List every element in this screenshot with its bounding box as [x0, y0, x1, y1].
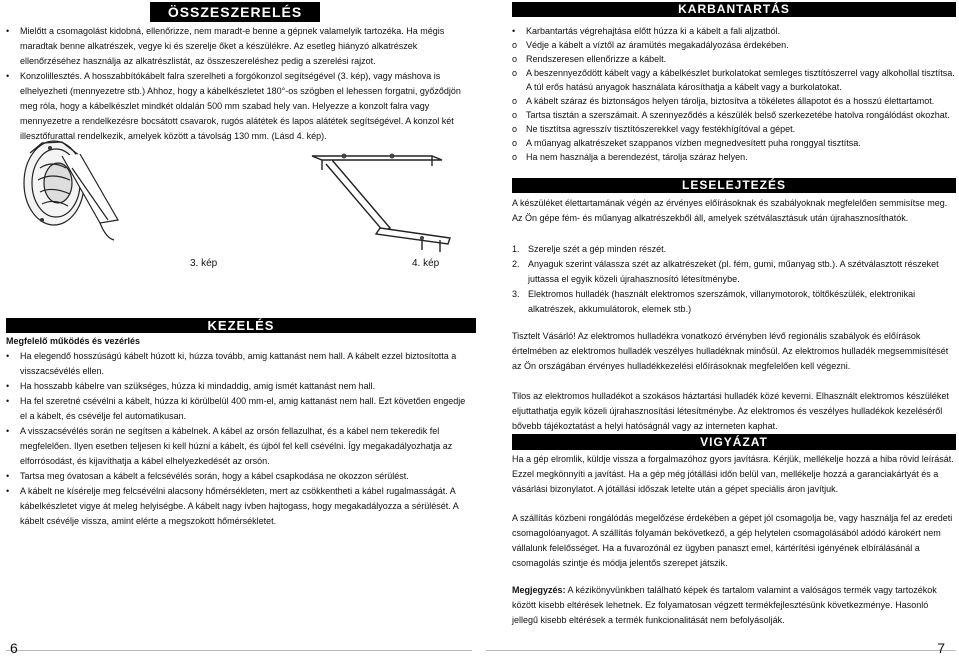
- disposal-text: [512, 196, 956, 434]
- bullet-marker: •: [512, 26, 516, 36]
- operation-item: Ha fel szeretné csévélni a kábelt, húzza ki körülbelül 400 mm-el, amig kattanást nem hall. Ezt követően engedje el a kábelt, és csévélje fel automatikusan.: [20, 396, 466, 421]
- note-label: Megjegyzés:: [512, 585, 566, 595]
- maintenance-item: A kábelt száraz és biztonságos helyen tárolja, biztosítva a tökéletes állapotot és a hosszú élettartamot.: [526, 96, 935, 106]
- list-item: [512, 257, 956, 287]
- figure-3-caption: 3. kép: [190, 258, 218, 269]
- bullet-marker: [6, 379, 18, 394]
- assembly-title: ÖSSZESZERELÉS: [167, 4, 303, 20]
- list-item: [512, 94, 956, 108]
- left-page: [0, 0, 479, 660]
- list-item: [512, 150, 956, 164]
- operation-item: Ha hosszabb kábelre van szükséges, húzza ki mindaddig, amig ismét kattanást nem hall.: [20, 381, 376, 391]
- footer-rule: [486, 650, 956, 651]
- warning-paragraph-1: Ha a gép elromlik, küldje vissza a forgalmazóhoz gyors javításra. Kérjük, mellékelje hozzá a hiba rövid leírását. Ezzel megkönnyíti a javítást. Ha a gép még jótállási időn belül van, mellékelje hozzá a garanciakártyát és a vásárlási bizonylatot. A jótállási időszak letelte után a gépet speciális áron javítjuk.: [512, 454, 954, 494]
- bullet-marker: [6, 349, 18, 364]
- bullet-marker: o: [512, 138, 518, 148]
- bullet-marker: o: [512, 40, 518, 50]
- list-item: [6, 424, 468, 469]
- figure-4-caption: 4. kép: [412, 258, 440, 269]
- operation-item: A visszacsévélés során ne segítsen a kábelnek. A kábel az orsón fellazulhat, és a kábel nem tekeredik fel megfelelően. Ilyen esetben teljesen ki kell húzni a kábelt, és újból fel kell csévélni. Így megakadályozhatja az elforrósodást, és kijavíthatja a kábel elhelyezkedését az orsón.: [20, 426, 453, 466]
- list-item: [6, 24, 466, 69]
- disposal-step: Szerelje szét a gép minden részét.: [528, 244, 667, 254]
- page-number: 6: [10, 640, 18, 656]
- operation-item: Ha elegendő hosszúságú kábelt húzott ki, húzza tovább, amig kattanást nem hall. A kábelt ezzel biztosította a visszacsévélés ellen.: [20, 351, 457, 376]
- list-item: [512, 66, 956, 94]
- bullet-marker: o: [512, 68, 518, 78]
- bullet-marker: o: [512, 110, 518, 120]
- warning-title: VIGYÁZAT: [700, 435, 768, 449]
- list-item: [6, 379, 468, 394]
- bullet-marker: [6, 469, 18, 484]
- bullet-marker: o: [512, 152, 518, 162]
- list-item: [512, 287, 956, 317]
- bullet-marker: o: [512, 96, 518, 106]
- cable-reel-illustration: [22, 128, 202, 263]
- maintenance-item: Karbantartás végrehajtása előtt húzza ki a kábelt a fali aljzatból.: [526, 26, 781, 36]
- operation-title: KEZELÉS: [207, 318, 275, 333]
- assembly-text: [6, 24, 466, 144]
- list-item: [512, 122, 956, 136]
- assembly-item-bracket: Konzolillesztés. A hosszabbítókábelt falra szerelheti a forgókonzol segítségével (3. kép), vagy máshova is elhelyezheti (mennyezetre stb.) Ahhoz, hogy a kábelkészletet 180°-os szögben el lehessen forgatni, győződjön meg róla, hogy a kábelkészlet mindkét oldalán 500 mm szabad hely van. Helyezze a konzolt falra vagy mennyezetre a rendelkezésre bocsátott csavarok, rugós alátétek és lapos alátétek segítségével. A konzol két illesztőfurattal rendelkezik, amelyek között a távolság 130 mm. (Lásd 4. kép).: [20, 71, 461, 141]
- disposal-step: Elektromos hulladék (használt elektromos szerszámok, villanymotorok, töltőkészülék, elektronikai alkatrészek, akkumulátorok, elemek stb.): [528, 289, 916, 314]
- list-item: [512, 24, 956, 38]
- warning-text: [512, 452, 956, 628]
- note-text: A kézikönyvünkben található képek és tartalom valamint a valóságos termék vagy tartozékok között kisebb eltérések lehetnek. Ez folyamatosan végzett termékfejlesztésünk következménye. Hasonló jellegű kisebb eltérések a termék funkcionalitását nem befolyásolják.: [512, 585, 937, 625]
- operation-header: [6, 318, 476, 333]
- maintenance-item: Ha nem használja a berendezést, tárolja száraz helyen.: [526, 152, 748, 162]
- maintenance-item: Rendszeresen ellenőrizze a kábelt.: [526, 54, 667, 64]
- disposal-step: Anyaguk szerint válassza szét az alkatrészeket (pl. fém, gumi, műanyag stb.). A szétválasztott részeket juttassa el egyik közeli újrahasznosító létesítménybe.: [528, 259, 939, 284]
- step-number: 1.: [512, 244, 520, 254]
- list-item: [6, 484, 468, 529]
- maintenance-item: Védje a kábelt a víztől az áramütés megakadályozása érdekében.: [526, 40, 789, 50]
- list-item: [512, 136, 956, 150]
- assembly-item-unpacking: Mielőtt a csomagolást kidobná, ellenőrizze, nem maradt-e benne a gépnek valamelyik tartozéka. Ha mégis maradtak benne alkatrészek, vegye ki és szerelje őket a készülékre. Az esetleg hiányzó alkatrészek ellenőrzéséhez használja az alkatrészlistát, az összeszereléshez pedig a szerelési rajzot.: [20, 26, 445, 66]
- warning-paragraph-2: A szállítás közbeni rongálódás megelőzése érdekében a gépet jól csomagolja be, vagy használja fel az eredeti csomagolóanyagot. A szállítás folyamán bekövetkező, a gép helytelen csomagolásából adódó károkért nem vállalunk felelősséget. Ha a fuvarozónál ez ügyben panaszt emel, kártérítési igényének elbírálásánál a csomagolás szintje és módja jelentős szerepet játszik.: [512, 513, 953, 568]
- list-item: [512, 242, 956, 257]
- maintenance-item: A beszennyeződött kábelt vagy a kábelkészlet burkolatokat semleges tisztítószerrel vagy alkohollal tisztítsa. A túl erős hatású anyagok használata károsíthatja a kábelt vagy a burkolatokat.: [526, 68, 955, 92]
- warning-header: [512, 434, 956, 450]
- bullet-marker: o: [512, 124, 518, 134]
- bullet-marker: o: [512, 54, 518, 64]
- disposal-intro: A készüléket élettartamának végén az érvényes előírásoknak és szabályoknak megfelelően semmisítse meg. Az Ön gépe fém- és műanyag alkatrészekből áll, amelyek szétválasztásuk után újrahasznosíthatók.: [512, 198, 948, 223]
- operation-subtitle: Megfelelő működés és vezérlés: [6, 336, 141, 346]
- list-item: [512, 38, 956, 52]
- step-number: 2.: [512, 259, 520, 269]
- disposal-paragraph-1: Tisztelt Vásárló! Az elektromos hulladékra vonatkozó érvényben lévő regionális szabályok és előírások értelmében az elektromos hulladék veszélyes hulladéknak minősül. Az elektromos hulladék megsemmisítését az Ön országában érvényes hulladékkezelési előírásoknak megfelelően kell végezni.: [512, 331, 949, 371]
- maintenance-title: KARBANTARTÁS: [678, 2, 790, 16]
- assembly-header: [150, 2, 320, 22]
- bullet-marker: •: [6, 26, 10, 36]
- disposal-title: LESELEJTEZÉS: [681, 178, 787, 192]
- maintenance-item: Tartsa tisztán a szerszámait. A szennyeződés a készülék belső szerkezetébe hatolva rongálódást okozhat.: [526, 110, 950, 120]
- warning-note: [512, 583, 956, 628]
- operation-item: A kábelt ne kísérelje meg felcsévélni alacsony hőmérsékleten, mert az csökkentheti a kábel rugalmasságát. A kábelkészletet vigye át meleg helyiségbe. A kábelt nagy ívben hajtogass, hogy megakadályozza a sérülését. A kábelt csévélje vissza, amint elérte a megszokott hőmérsékletet.: [20, 486, 459, 526]
- disposal-header: [512, 178, 956, 193]
- maintenance-text: [512, 24, 956, 164]
- maintenance-item: Ne tisztítsa agresszív tisztítószerekkel vagy festékhígítóval a gépet.: [526, 124, 796, 134]
- list-item: [6, 349, 468, 379]
- wall-bracket-illustration: [272, 138, 472, 258]
- bullet-marker: •: [6, 71, 10, 81]
- maintenance-header: [512, 2, 956, 17]
- operation-text: [6, 334, 468, 529]
- disposal-paragraph-2: Tilos az elektromos hulladékot a szokásos háztartási hulladék közé keverni. Elhasznált elektromos készüléket eljuttathatja egyik közeli újrahasznosítási létesítménybe. Az elektromos és veszélyes hulladékok kezeléséről bővebb tájékoztatást a helyi hatóságnál vagy az interneten kaphat.: [512, 391, 949, 431]
- right-page: [480, 0, 959, 660]
- list-item: [6, 394, 468, 424]
- bullet-marker: [6, 484, 18, 499]
- list-item: [512, 108, 956, 122]
- footer-rule: [6, 650, 472, 651]
- operation-item: Tartsa meg óvatosan a kábelt a felcsévélés során, hogy a kábel csapkodása ne okozzon sérülést.: [20, 471, 409, 481]
- list-item: [6, 469, 468, 484]
- list-item: [512, 52, 956, 66]
- bullet-marker: [6, 424, 18, 439]
- page-number: 7: [937, 640, 945, 656]
- maintenance-item: A műanyag alkatrészeket szappanos vízben megnedvesített puha ronggyal tisztítsa.: [526, 138, 861, 148]
- step-number: 3.: [512, 289, 520, 299]
- bullet-marker: [6, 394, 18, 409]
